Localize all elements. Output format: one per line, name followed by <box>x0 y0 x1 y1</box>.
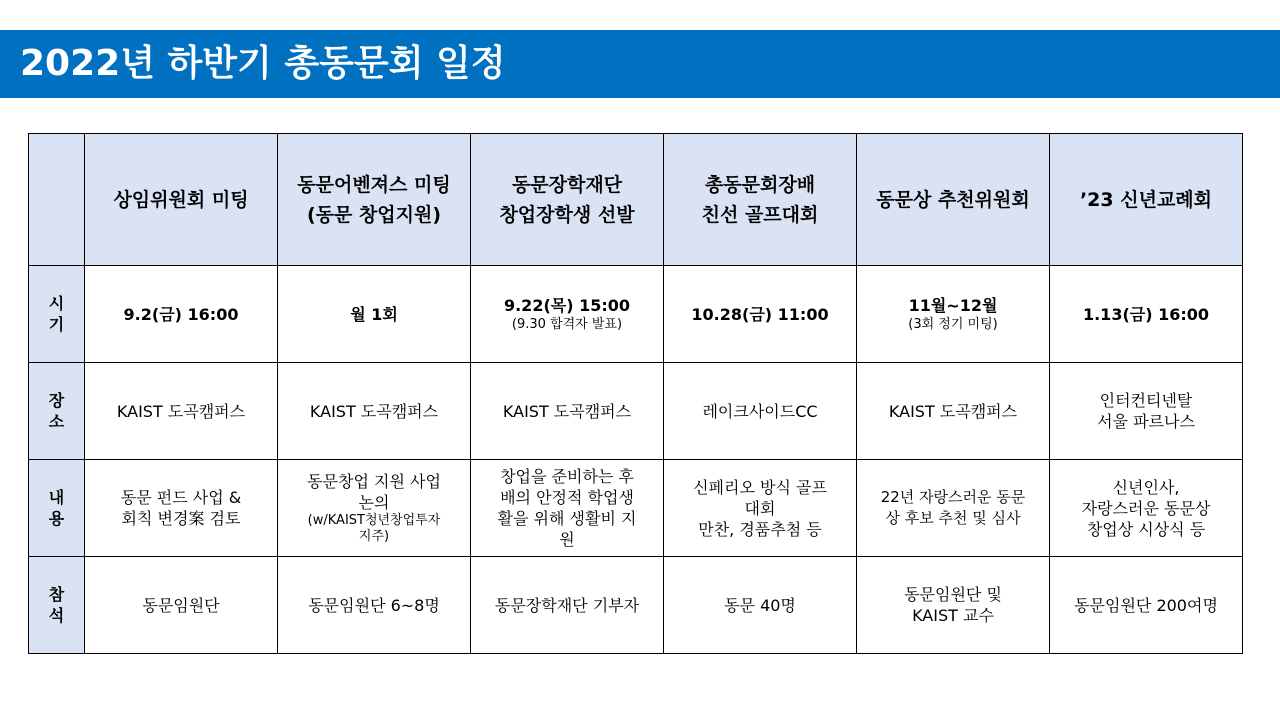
place-cell: KAIST 도곡캠퍼스 <box>857 363 1050 460</box>
rowhead-time: 시 기 <box>29 266 85 363</box>
header-row <box>29 134 1243 266</box>
attend-cell: 동문임원단 6~8명 <box>278 557 471 654</box>
row-content <box>29 460 1243 557</box>
rowhead-attend: 참 석 <box>29 557 85 654</box>
attend-cell: 동문임원단 <box>85 557 278 654</box>
rowhead-content: 내 용 <box>29 460 85 557</box>
page-title: 2022년 하반기 총동문회 일정 <box>20 43 506 84</box>
content-cell: 창업을 준비하는 후 배의 안정적 학업생 활을 위해 생활비 지 원 <box>471 460 664 557</box>
row-time <box>29 266 1243 363</box>
row-place <box>29 363 1243 460</box>
place-cell: KAIST 도곡캠퍼스 <box>85 363 278 460</box>
place-cell: 인터컨티넨탈 서울 파르나스 <box>1050 363 1243 460</box>
time-cell: 9.2(금) 16:00 <box>85 266 278 363</box>
time-cell: 11월~12월 (3회 정기 미팅) <box>857 266 1050 363</box>
place-cell: 레이크사이드CC <box>664 363 857 460</box>
attend-cell: 동문장학재단 기부자 <box>471 557 664 654</box>
header-event-5: 동문상 추천위원회 <box>857 134 1050 266</box>
header-event-3: 동문장학재단 창업장학생 선발 <box>471 134 664 266</box>
attend-cell: 동문임원단 및 KAIST 교수 <box>857 557 1050 654</box>
time-cell: 1.13(금) 16:00 <box>1050 266 1243 363</box>
rowhead-place: 장 소 <box>29 363 85 460</box>
attend-cell: 동문임원단 200여명 <box>1050 557 1243 654</box>
schedule-table <box>28 133 1243 654</box>
place-cell: KAIST 도곡캠퍼스 <box>278 363 471 460</box>
time-cell: 월 1회 <box>278 266 471 363</box>
place-cell: KAIST 도곡캠퍼스 <box>471 363 664 460</box>
header-event-6: ’23 신년교례회 <box>1050 134 1243 266</box>
corner-cell <box>29 134 85 266</box>
header-event-2: 동문어벤져스 미팅 (동문 창업지원) <box>278 134 471 266</box>
time-cell: 9.22(목) 15:00 (9.30 합격자 발표) <box>471 266 664 363</box>
content-cell: 22년 자랑스러운 동문 상 후보 추천 및 심사 <box>857 460 1050 557</box>
header-event-1: 상임위원회 미팅 <box>85 134 278 266</box>
header-event-4: 총동문회장배 친선 골프대회 <box>664 134 857 266</box>
row-attend <box>29 557 1243 654</box>
content-cell: 신년인사, 자랑스러운 동문상 창업상 시상식 등 <box>1050 460 1243 557</box>
attend-cell: 동문 40명 <box>664 557 857 654</box>
content-cell: 동문 펀드 사업 & 회칙 변경案 검토 <box>85 460 278 557</box>
title-bar <box>0 30 1280 98</box>
content-cell: 신페리오 방식 골프 대회 만찬, 경품추첨 등 <box>664 460 857 557</box>
content-cell: 동문창업 지원 사업 논의 (w/KAIST청년창업투자 지주) <box>278 460 471 557</box>
time-cell: 10.28(금) 11:00 <box>664 266 857 363</box>
